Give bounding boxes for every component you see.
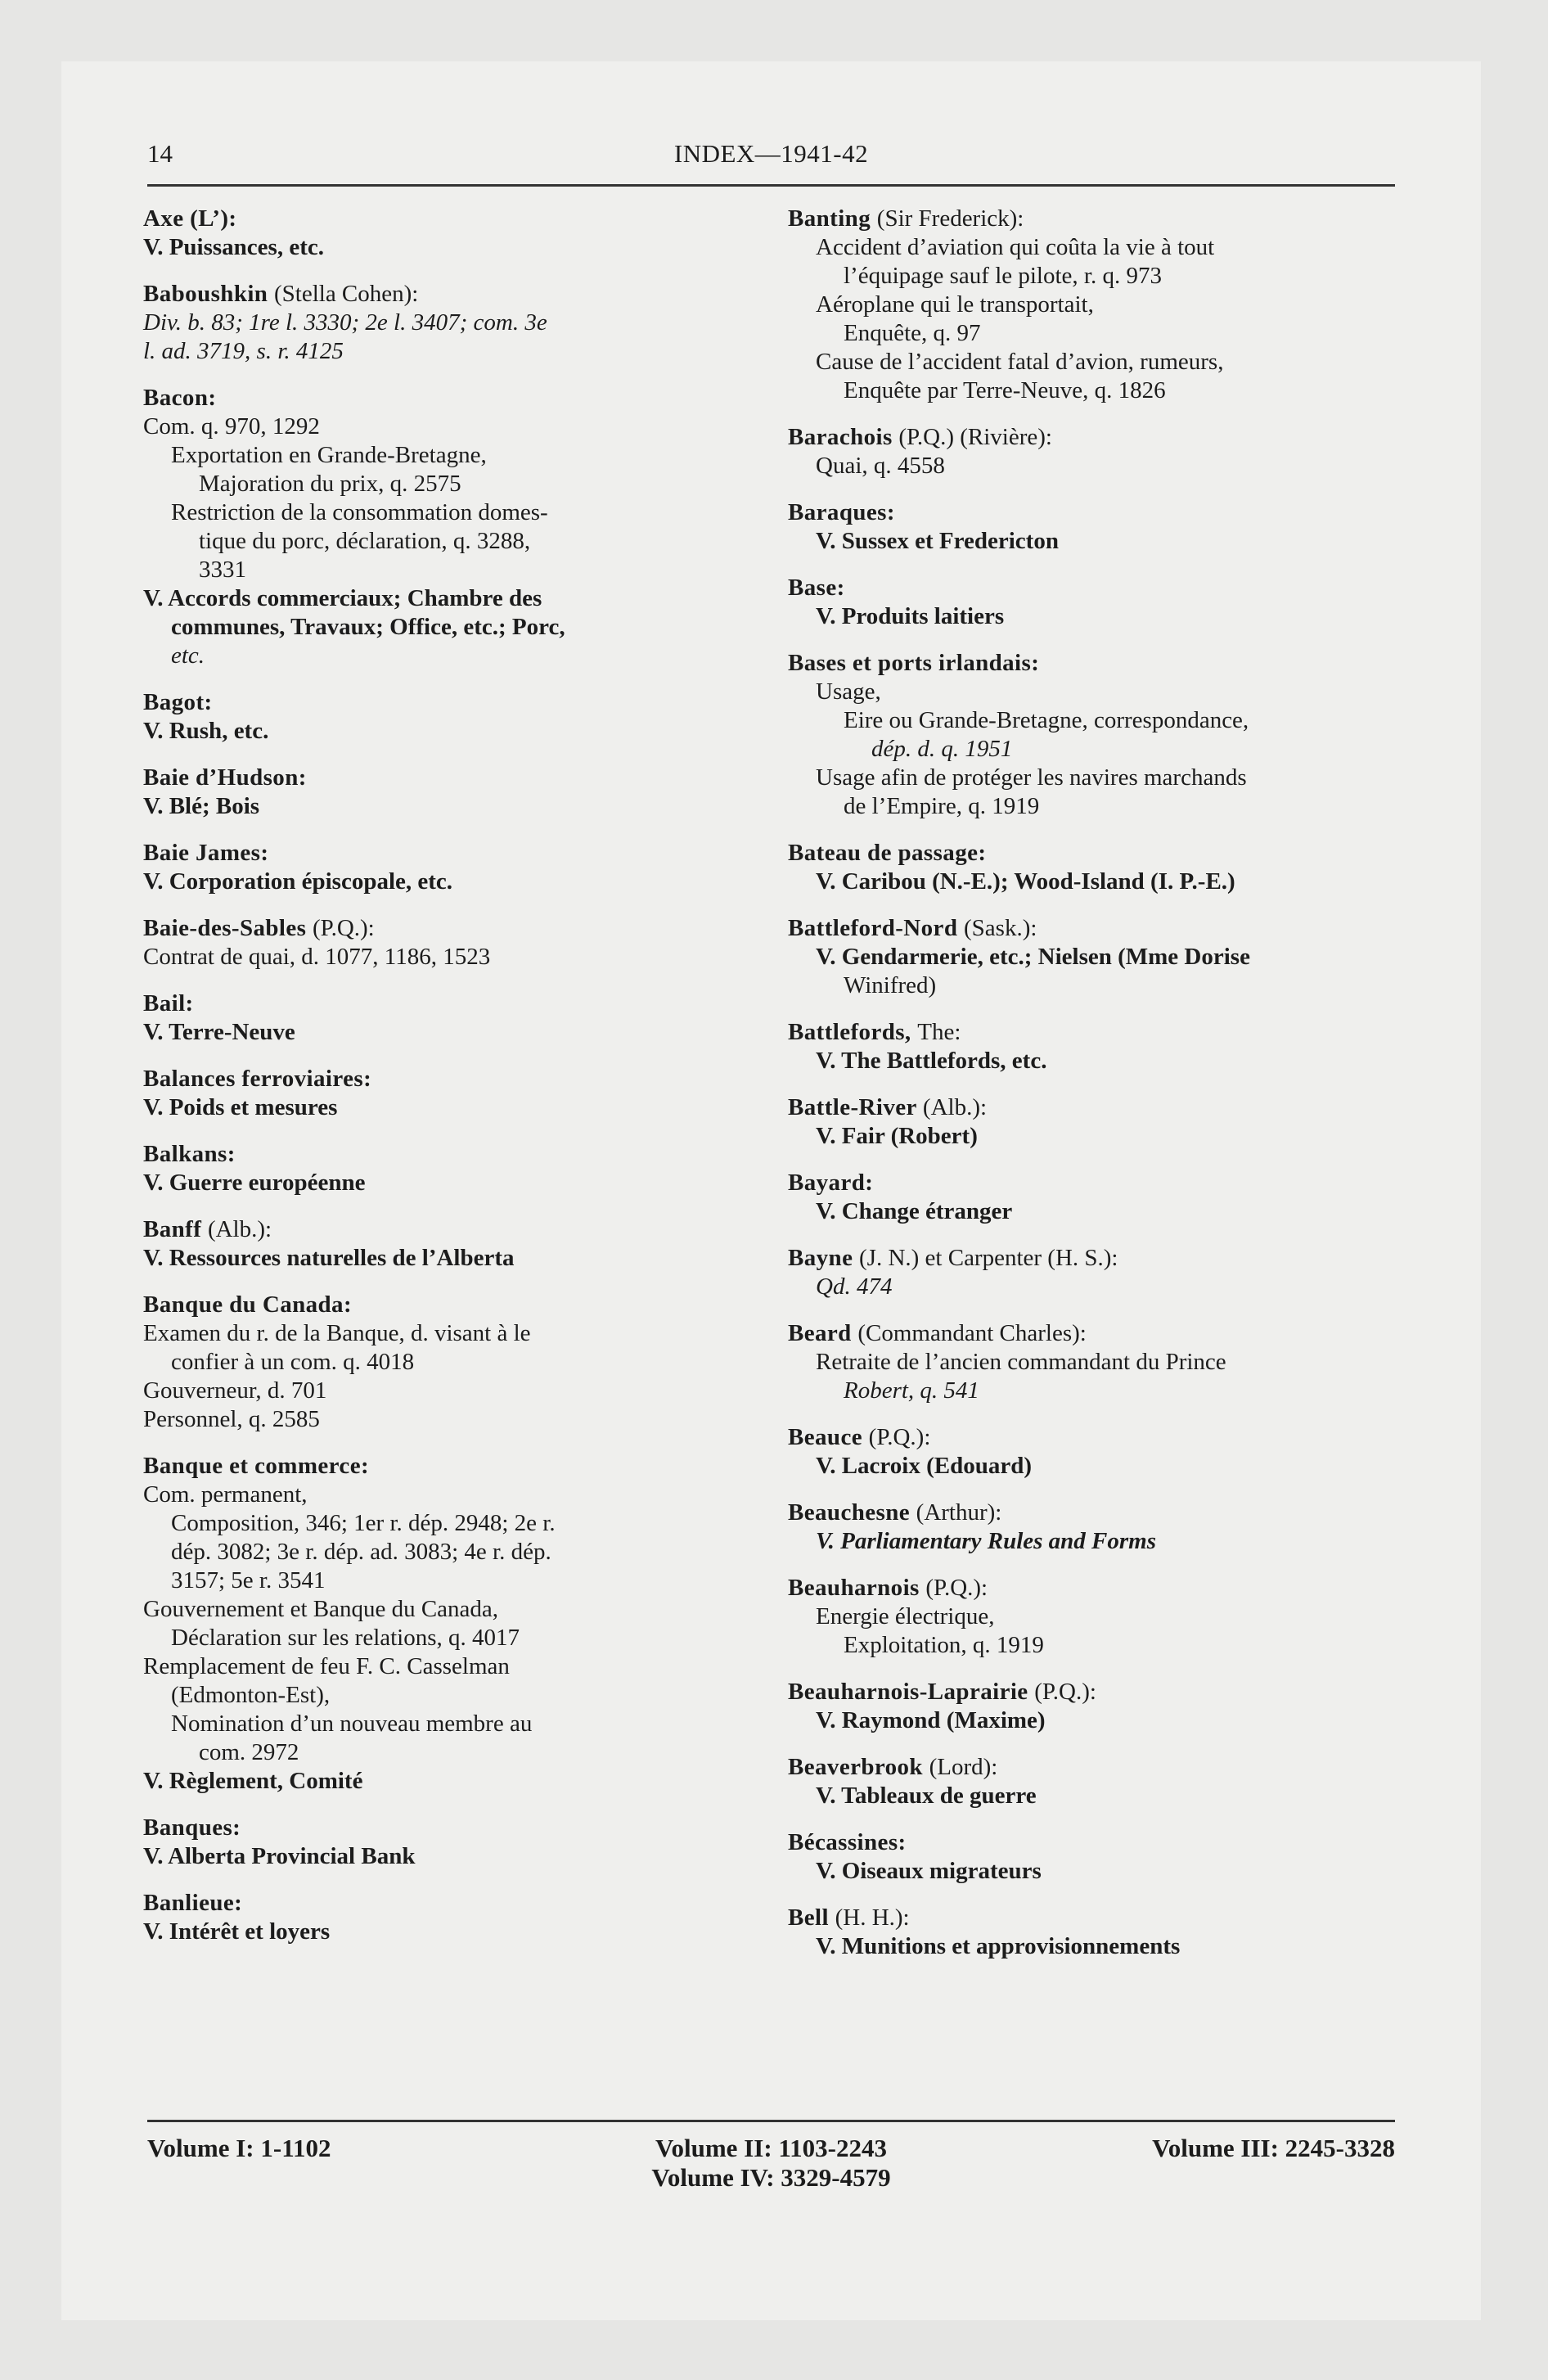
entry-line: Div. b. 83; 1re l. 3330; 2e l. 3407; com. 3e (143, 309, 547, 336)
entry-heading: Bail: (143, 990, 194, 1016)
entry-heading: Axe (L’): (143, 205, 237, 232)
entry-heading: Beauchesne (Arthur): (788, 1499, 1002, 1526)
entry-subline: 3157; 5e r. 3541 (171, 1567, 326, 1593)
index-entry (788, 1423, 1406, 1481)
entry-heading: Banff (Alb.): (143, 1216, 272, 1242)
index-entry (788, 1678, 1406, 1735)
entry-ref: V. Lacroix (Edouard) (816, 1453, 1032, 1479)
entry-ref: Winifred) (844, 972, 937, 998)
entry-ref: V. Tableaux de guerre (816, 1783, 1037, 1809)
page (61, 61, 1481, 2320)
entry-subline: Robert, q. 541 (844, 1377, 979, 1404)
entry-subline: Nomination d’un nouveau membre au (171, 1711, 533, 1737)
entry-heading: Beauharnois (P.Q.): (788, 1575, 988, 1601)
index-entry (143, 280, 755, 366)
entry-ref: V. Rush, etc. (143, 718, 269, 744)
entry-heading: Bases et ports irlandais: (788, 650, 1040, 676)
entry-subline: confier à un com. q. 4018 (171, 1349, 415, 1375)
entry-ref: V. Gendarmerie, etc.; Nielsen (Mme Dorise (816, 944, 1250, 970)
entry-ref: V. Alberta Provincial Bank (143, 1843, 416, 1869)
index-entry (143, 205, 755, 262)
entry-heading: Beauce (P.Q.): (788, 1424, 931, 1450)
entry-line: Accident d’aviation qui coûta la vie à tout (816, 234, 1215, 260)
entry-ref: V. Blé; Bois (143, 793, 260, 819)
entry-ref: V. Produits laitiers (816, 603, 1005, 629)
index-entry (143, 1291, 755, 1434)
entry-line: Gouvernement et Banque du Canada, (143, 1596, 499, 1622)
index-entry (788, 1828, 1406, 1886)
index-entry (143, 914, 755, 971)
entry-line: Usage afin de protéger les navires marchands (816, 764, 1247, 791)
entry-line: Energie électrique, (816, 1603, 995, 1629)
entry-subline: Enquête par Terre-Neuve, q. 1826 (844, 377, 1166, 403)
index-entry (143, 384, 755, 670)
entry-ref: V. Intérêt et loyers (143, 1918, 331, 1945)
index-entry (143, 839, 755, 896)
entry-ref: V. Poids et mesures (143, 1094, 338, 1120)
index-entry (788, 574, 1406, 631)
entry-subline: dép. 3082; 3e r. dép. ad. 3083; 4e r. dép. (171, 1539, 551, 1565)
index-entry (788, 1499, 1406, 1556)
entry-heading: Bécassines: (788, 1829, 907, 1855)
entry-heading: Baraques: (788, 499, 895, 525)
page-number: 14 (147, 139, 173, 168)
entry-heading: Bacon: (143, 385, 217, 411)
entry-subline: l’équipage sauf le pilote, r. q. 973 (844, 263, 1162, 289)
index-entry (788, 1753, 1406, 1810)
entry-line: Personnel, q. 2585 (143, 1406, 320, 1432)
entry-line: Com. permanent, (143, 1481, 308, 1508)
entry-ref: V. Corporation épiscopale, etc. (143, 868, 453, 895)
entry-subline: Déclaration sur les relations, q. 4017 (171, 1625, 520, 1651)
entry-ref: V. Sussex et Fredericton (816, 528, 1059, 554)
entry-heading: Battlefords, The: (788, 1019, 961, 1045)
entry-subline: Composition, 346; 1er r. dép. 2948; 2e r. (171, 1510, 556, 1536)
entry-line: Usage, (816, 678, 881, 705)
entry-heading: Barachois (P.Q.) (Rivière): (788, 424, 1052, 450)
volume-range: Volume IV: 3329-4579 (651, 2163, 891, 2192)
entry-heading: Banlieue: (143, 1890, 243, 1916)
entry-line: Examen du r. de la Banque, d. visant à le (143, 1320, 531, 1346)
entry-line: Gouverneur, d. 701 (143, 1377, 327, 1404)
entry-subline: Eire ou Grande-Bretagne, correspondance, (844, 707, 1249, 733)
page-title: INDEX—1941-42 (673, 139, 869, 168)
page-header (147, 139, 1395, 180)
entry-subline: dép. d. q. 1951 (871, 736, 1013, 762)
entry-ref: V. Puissances, etc. (143, 234, 324, 260)
entry-heading: Banque du Canada: (143, 1291, 353, 1318)
index-entry (143, 1065, 755, 1122)
volume-range: Volume III: 2245-3328 (1152, 2134, 1395, 2162)
entry-subline: de l’Empire, q. 1919 (844, 793, 1040, 819)
entry-heading: Baboushkin (Stella Cohen): (143, 281, 419, 307)
entry-subline: Exportation en Grande-Bretagne, (171, 442, 487, 468)
entry-ref: V. Raymond (Maxime) (816, 1707, 1046, 1733)
entry-ref: V. Change étranger (816, 1198, 1013, 1224)
entry-heading: Beard (Commandant Charles): (788, 1320, 1087, 1346)
index-entry (788, 1904, 1406, 1961)
entry-subline: (Edmonton-Est), (171, 1682, 331, 1708)
entry-line: Remplacement de feu F. C. Casselman (143, 1653, 510, 1679)
entry-subline: com. 2972 (199, 1739, 299, 1765)
entry-line: Quai, q. 4558 (816, 453, 945, 479)
index-entry (788, 914, 1406, 1000)
entry-heading: Bell (H. H.): (788, 1904, 910, 1931)
entry-heading: Bayne (J. N.) et Carpenter (H. S.): (788, 1245, 1118, 1271)
entry-heading: Balkans: (143, 1141, 236, 1167)
index-entry (788, 1319, 1406, 1405)
entry-ref: V. Accords commerciaux; Chambre des (143, 585, 542, 611)
entry-ref: communes, Travaux; Office, etc.; Porc, (171, 614, 565, 640)
entry-subline: 3331 (199, 557, 246, 583)
entry-ref: V. The Battlefords, etc. (816, 1048, 1047, 1074)
index-entry (788, 498, 1406, 556)
entry-subline: Exploitation, q. 1919 (844, 1632, 1044, 1658)
entry-line: Aéroplane qui le transportait, (816, 291, 1094, 318)
entry-heading: Baie d’Hudson: (143, 764, 307, 791)
index-column-right (788, 205, 1406, 1979)
entry-heading: Bayard: (788, 1170, 874, 1196)
entry-ref: V. Caribou (N.-E.); Wood-Island (I. P.-E.) (816, 868, 1235, 895)
entry-heading: Banque et commerce: (143, 1453, 370, 1479)
index-entry (143, 1215, 755, 1273)
entry-ref: V. Oiseaux migrateurs (816, 1858, 1042, 1884)
entry-ref: V. Ressources naturelles de l’Alberta (143, 1245, 515, 1271)
entry-line: Qd. 474 (816, 1273, 893, 1300)
entry-heading: Banting (Sir Frederick): (788, 205, 1024, 232)
entry-heading: Baie James: (143, 840, 269, 866)
entry-heading: Bateau de passage: (788, 840, 987, 866)
entry-heading: Banques: (143, 1814, 241, 1841)
entry-ref: V. Terre-Neuve (143, 1019, 295, 1045)
volume-range: Volume II: 1103-2243 (655, 2134, 888, 2162)
footer-rule (147, 2120, 1395, 2122)
header-rule (147, 184, 1395, 187)
index-entry (143, 1452, 755, 1796)
entry-heading: Bagot: (143, 689, 213, 715)
entry-line: Retraite de l’ancien commandant du Prince (816, 1349, 1226, 1375)
page-footer (147, 2134, 1395, 2199)
index-entry (788, 1169, 1406, 1226)
index-column-left (143, 205, 755, 1964)
entry-ref: V. Munitions et approvisionnements (816, 1933, 1181, 1959)
entry-line: Cause de l’accident fatal d’avion, rumeurs, (816, 349, 1224, 375)
index-entry (788, 1574, 1406, 1660)
index-entry (788, 205, 1406, 405)
entry-heading: Beauharnois-Laprairie (P.Q.): (788, 1679, 1096, 1705)
index-entry (788, 423, 1406, 480)
index-entry (788, 839, 1406, 896)
index-entry (788, 1244, 1406, 1301)
entry-heading: Baie-des-Sables (P.Q.): (143, 915, 375, 941)
entry-subline: Majoration du prix, q. 2575 (199, 471, 461, 497)
entry-line: l. ad. 3719, s. r. 4125 (143, 338, 344, 364)
entry-heading: Battle-River (Alb.): (788, 1094, 988, 1120)
index-entry (143, 1889, 755, 1946)
entry-heading: Balances ferroviaires: (143, 1066, 372, 1092)
index-entry (788, 1018, 1406, 1075)
entry-heading: Base: (788, 575, 845, 601)
entry-ref: V. Règlement, Comité (143, 1768, 363, 1794)
index-entry (788, 649, 1406, 821)
index-entry (143, 1814, 755, 1871)
entry-subline: tique du porc, déclaration, q. 3288, (199, 528, 531, 554)
entry-heading: Battleford-Nord (Sask.): (788, 915, 1037, 941)
entry-line: Com. q. 970, 1292 (143, 413, 320, 439)
index-entry (143, 1140, 755, 1197)
entry-ref: etc. (171, 642, 205, 669)
entry-ref: V. Parliamentary Rules and Forms (816, 1528, 1157, 1554)
index-entry (143, 764, 755, 821)
entry-subline: Restriction de la consommation domes- (171, 499, 548, 525)
index-entry (143, 688, 755, 746)
entry-heading: Beaverbrook (Lord): (788, 1754, 998, 1780)
entry-ref: V. Fair (Robert) (816, 1123, 978, 1149)
entry-line: Contrat de quai, d. 1077, 1186, 1523 (143, 944, 491, 970)
volume-range: Volume I: 1-1102 (147, 2134, 331, 2162)
index-entry (143, 989, 755, 1047)
entry-subline: Enquête, q. 97 (844, 320, 981, 346)
entry-ref: V. Guerre européenne (143, 1170, 366, 1196)
index-entry (788, 1093, 1406, 1151)
